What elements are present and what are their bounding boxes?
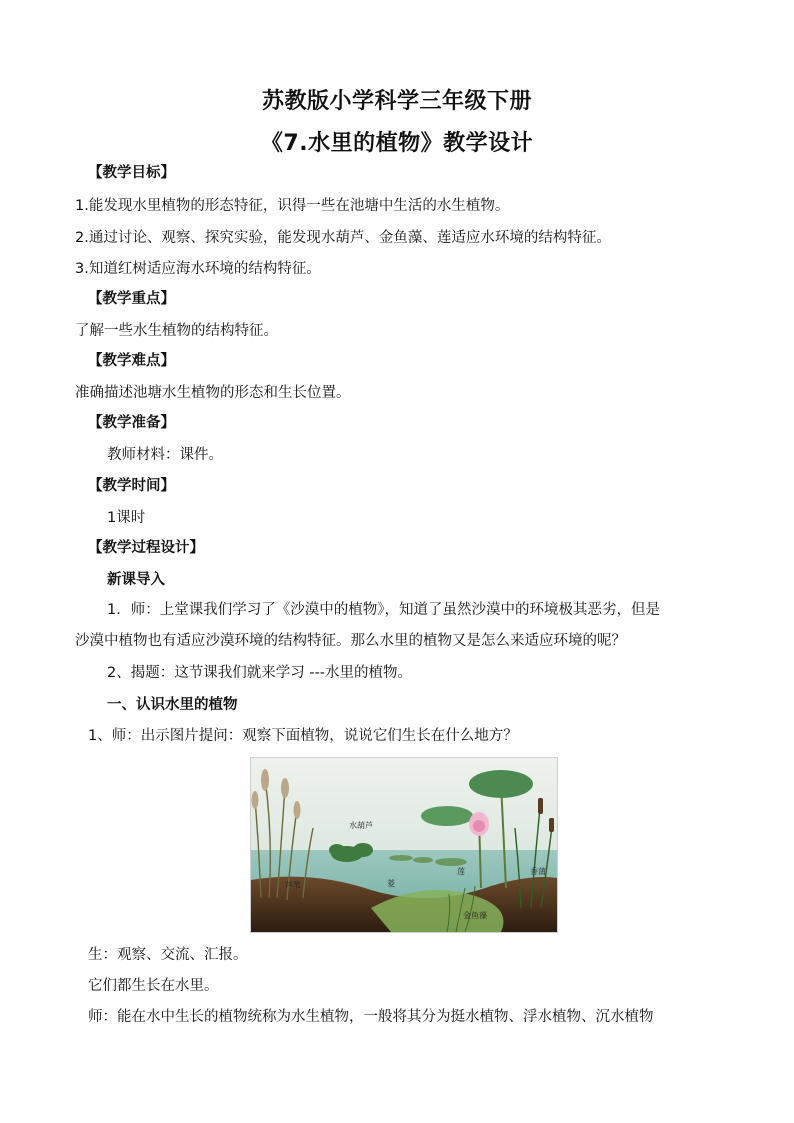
doc-subtitle: 《7.水里的植物》教学设计: [260, 131, 534, 156]
label-water-chestnut: 菱: [387, 879, 395, 888]
student-response-2: 它们都生长在水里。: [88, 978, 219, 994]
goal-1: 1.能发现水里植物的形态特征，识得一些在池塘中生活的水生植物。: [75, 198, 510, 214]
student-response-1: 生：观察、交流、汇报。: [88, 947, 248, 963]
time-text: 1课时: [107, 510, 146, 526]
key-heading: 【教学重点】: [88, 291, 175, 307]
goal-3: 3.知道红树适应海水环境的结构特征。: [75, 261, 321, 277]
label-water-hyacinth: 水葫芦: [349, 821, 373, 830]
difficulty-text: 准确描述池塘水生植物的形态和生长位置。: [75, 385, 351, 401]
question-1: 1、师：出示图片提问：观察下面植物，说说它们生长在什么地方？: [88, 728, 518, 744]
doc-title: 苏教版小学科学三年级下册: [261, 89, 532, 114]
intro-heading: 新课导入: [107, 572, 165, 588]
part1-heading: 一、认识水里的植物: [107, 697, 238, 713]
prep-text: 教师材料：课件。: [107, 447, 223, 463]
pond-scene: [251, 758, 557, 932]
process-heading: 【教学过程设计】: [88, 540, 204, 556]
prep-heading: 【教学准备】: [88, 415, 175, 431]
goal-2: 2.通过讨论、观察、探究实验，能发现水葫芦、金鱼藻、莲适应水环境的结构特征。: [75, 230, 611, 246]
aquatic-plants-illustration: [250, 757, 558, 933]
paragraph-1-line-2: 沙漠中植物也有适应沙漠环境的结构特征。那么水里的植物又是怎么来适应环境的呢？: [75, 633, 626, 649]
label-hornwort: 金鱼藻: [463, 911, 487, 920]
time-heading: 【教学时间】: [88, 478, 175, 494]
label-cattail: 香蒲: [530, 867, 546, 876]
teacher-explanation: 师：能在水中生长的植物统称为水生植物，一般将其分为挺水植物、浮水植物、沉水植物: [88, 1009, 654, 1025]
key-text: 了解一些水生植物的结构特征。: [75, 323, 278, 339]
label-lotus: 莲: [457, 867, 465, 876]
paragraph-1-line-1: 1．师：上堂课我们学习了《沙漠中的植物》，知道了虽然沙漠中的环境极其恶劣，但是: [107, 602, 660, 618]
paragraph-2: 2、揭题：这节课我们就来学习 ---水里的植物。: [107, 665, 413, 681]
difficulty-heading: 【教学难点】: [88, 353, 175, 369]
label-reed: 芦苇: [285, 881, 301, 890]
goals-heading: 【教学目标】: [88, 165, 175, 181]
